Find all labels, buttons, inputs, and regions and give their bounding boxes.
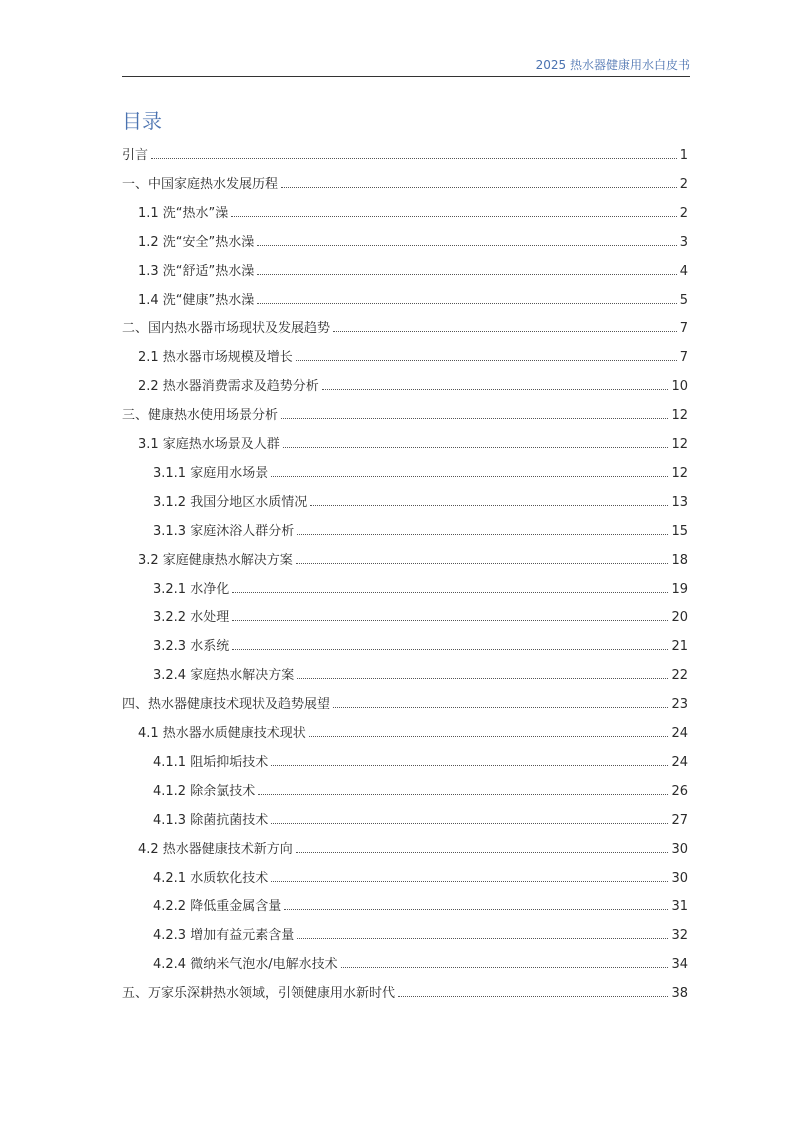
toc-entry[interactable] [138,345,688,365]
toc-dot-leader [310,504,668,506]
toc-entry[interactable] [122,981,688,1001]
toc-entry-page: 19 [671,581,688,597]
toc-entry-title: 4.2.1 水质软化技术 [153,870,269,886]
toc-entry-page: 30 [671,870,688,886]
toc-entry-title: 三、健康热水使用场景分析 [122,408,279,424]
toc-entry[interactable] [153,519,688,539]
toc-entry[interactable] [153,750,688,770]
toc-entry-page: 2 [679,176,688,192]
toc-entry[interactable] [153,923,688,943]
toc-entry[interactable] [122,316,688,336]
toc-entry-page: 31 [671,899,688,915]
toc-entry-page: 24 [671,726,688,741]
toc-entry-title: 一、中国家庭热水发展历程 [122,176,279,192]
toc-dot-leader [296,562,669,564]
toc-dot-leader [283,446,669,448]
toc-entry-page: 21 [671,639,688,655]
toc-entry-page: 3 [679,234,688,250]
toc-dot-leader [333,330,677,332]
toc-dot-leader [297,937,668,939]
toc-entry[interactable] [153,866,688,886]
toc-entry[interactable] [138,837,688,857]
toc-entry-title: 2.2 热水器消费需求及趋势分析 [138,379,319,395]
toc-entry[interactable] [122,172,688,192]
toc-entry-title: 四、热水器健康技术现状及趋势展望 [122,697,331,713]
toc-dot-leader [151,157,677,159]
toc-entry-page: 4 [679,263,688,279]
toc-entry-title: 3.2 家庭健康热水解决方案 [138,552,293,568]
toc-entry-title: 1.1 洗“热水”澡 [138,205,229,221]
toc-dot-leader [257,302,676,304]
toc-entry[interactable] [138,721,688,741]
toc-entry-page: 13 [671,494,688,510]
toc-entry[interactable] [138,201,688,221]
toc-dot-leader [341,966,669,968]
toc-dot-leader [296,851,669,853]
toc-entry-title: 3.2.3 水系统 [153,639,230,655]
toc-entry-page: 26 [671,783,688,799]
toc-dot-leader [398,995,668,997]
toc-entry-page: 10 [671,379,688,395]
toc-entry-title: 2.1 热水器市场规模及增长 [138,350,293,366]
toc-entry[interactable] [122,692,688,712]
toc-entry-page: 7 [679,321,688,337]
toc-entry-page: 2 [679,205,688,221]
toc-dot-leader [322,388,669,390]
toc-entry-title: 3.2.4 家庭热水解决方案 [153,668,295,684]
toc-entry-title: 4.1.2 除余氯技术 [153,783,256,799]
toc-dot-leader [232,591,668,593]
toc-entry[interactable] [138,432,688,452]
toc-entry[interactable] [153,952,688,972]
toc-entry[interactable] [153,605,688,625]
toc-entry-title: 引言 [122,148,149,163]
toc-entry-title: 3.2.1 水净化 [153,581,230,597]
toc-entry-title: 3.1.3 家庭沐浴人群分析 [153,523,295,539]
toc-entry-title: 4.2.3 增加有益元素含量 [153,928,295,944]
toc-entry[interactable] [122,143,688,163]
toc-dot-leader [271,822,668,824]
toc-entry-page: 5 [679,292,688,308]
toc-entry-title: 3.1.2 我国分地区水质情况 [153,494,308,510]
toc-dot-leader [271,764,668,766]
toc-entry-page: 12 [671,465,688,481]
toc-entry[interactable] [138,548,688,568]
toc-entry-title: 1.4 洗“健康”热水澡 [138,292,255,308]
toc-entry-title: 3.1.1 家庭用水场景 [153,465,269,481]
toc-entry-title: 1.2 洗“安全”热水澡 [138,234,255,250]
toc-entry-title: 五、万家乐深耕热水领域，引领健康用水新时代 [122,986,396,1002]
toc-dot-leader [271,475,668,477]
toc-dot-leader [281,186,677,188]
toc-entry[interactable] [138,230,688,250]
toc-dot-leader [281,417,668,419]
document-title: 2025 热水器健康用水白皮书 [535,58,690,72]
toc-dot-leader [257,273,676,275]
toc-entry[interactable] [138,288,688,308]
toc-entry-title: 4.1.3 除菌抗菌技术 [153,812,269,828]
toc-dot-leader [232,648,668,650]
toc-entry[interactable] [153,461,688,481]
toc-entry[interactable] [122,403,688,423]
toc-entry[interactable] [153,663,688,683]
toc-dot-leader [232,619,668,621]
toc-dot-leader [257,244,676,246]
toc-entry[interactable] [138,374,688,394]
toc-entry-title: 1.3 洗“舒适”热水澡 [138,263,255,279]
toc-heading: 目录 [122,109,162,133]
toc-entry-page: 18 [671,552,688,568]
toc-entry-page: 34 [671,957,688,973]
toc-dot-leader [271,880,668,882]
toc-dot-leader [258,793,668,795]
toc-entry-page: 12 [671,408,688,424]
toc-entry-page: 7 [679,350,688,366]
toc-dot-leader [297,533,668,535]
toc-entry-title: 4.2.2 降低重金属含量 [153,899,282,915]
toc-entry[interactable] [138,259,688,279]
toc-dot-leader [297,677,668,679]
toc-entry-title: 3.1 家庭热水场景及人群 [138,437,280,452]
toc-entry[interactable] [153,577,688,597]
toc-entry-title: 4.2.4 微纳米气泡水/电解水技术 [153,957,338,973]
toc-entry[interactable] [153,490,688,510]
toc-entry-title: 4.1 热水器水质健康技术现状 [138,726,306,741]
toc-entry-page: 1 [679,148,688,163]
toc-entry-page: 23 [671,697,688,713]
toc-entry-page: 20 [671,610,688,626]
toc-entry[interactable] [153,808,688,828]
toc-entry-page: 27 [671,812,688,828]
toc-entry-title: 4.2 热水器健康技术新方向 [138,841,293,857]
toc-entry-page: 22 [671,668,688,684]
toc-entry[interactable] [153,894,688,914]
toc-dot-leader [231,215,676,217]
toc-entry-page: 12 [671,437,688,452]
toc-entry-title: 3.2.2 水处理 [153,610,230,626]
toc-entry-page: 30 [671,841,688,857]
toc-dot-leader [333,706,668,708]
toc-dot-leader [296,359,677,361]
toc-entry[interactable] [153,634,688,654]
toc-dot-leader [309,735,669,737]
toc-entry-page: 32 [671,928,688,944]
toc-entry-title: 二、国内热水器市场现状及发展趋势 [122,321,331,337]
toc-dot-leader [284,908,668,910]
toc-entry-title: 4.1.1 阻垢抑垢技术 [153,754,269,770]
toc-entry-page: 38 [671,986,688,1002]
toc-entry[interactable] [153,779,688,799]
toc-entry-page: 24 [671,754,688,770]
toc-entry-page: 15 [671,523,688,539]
